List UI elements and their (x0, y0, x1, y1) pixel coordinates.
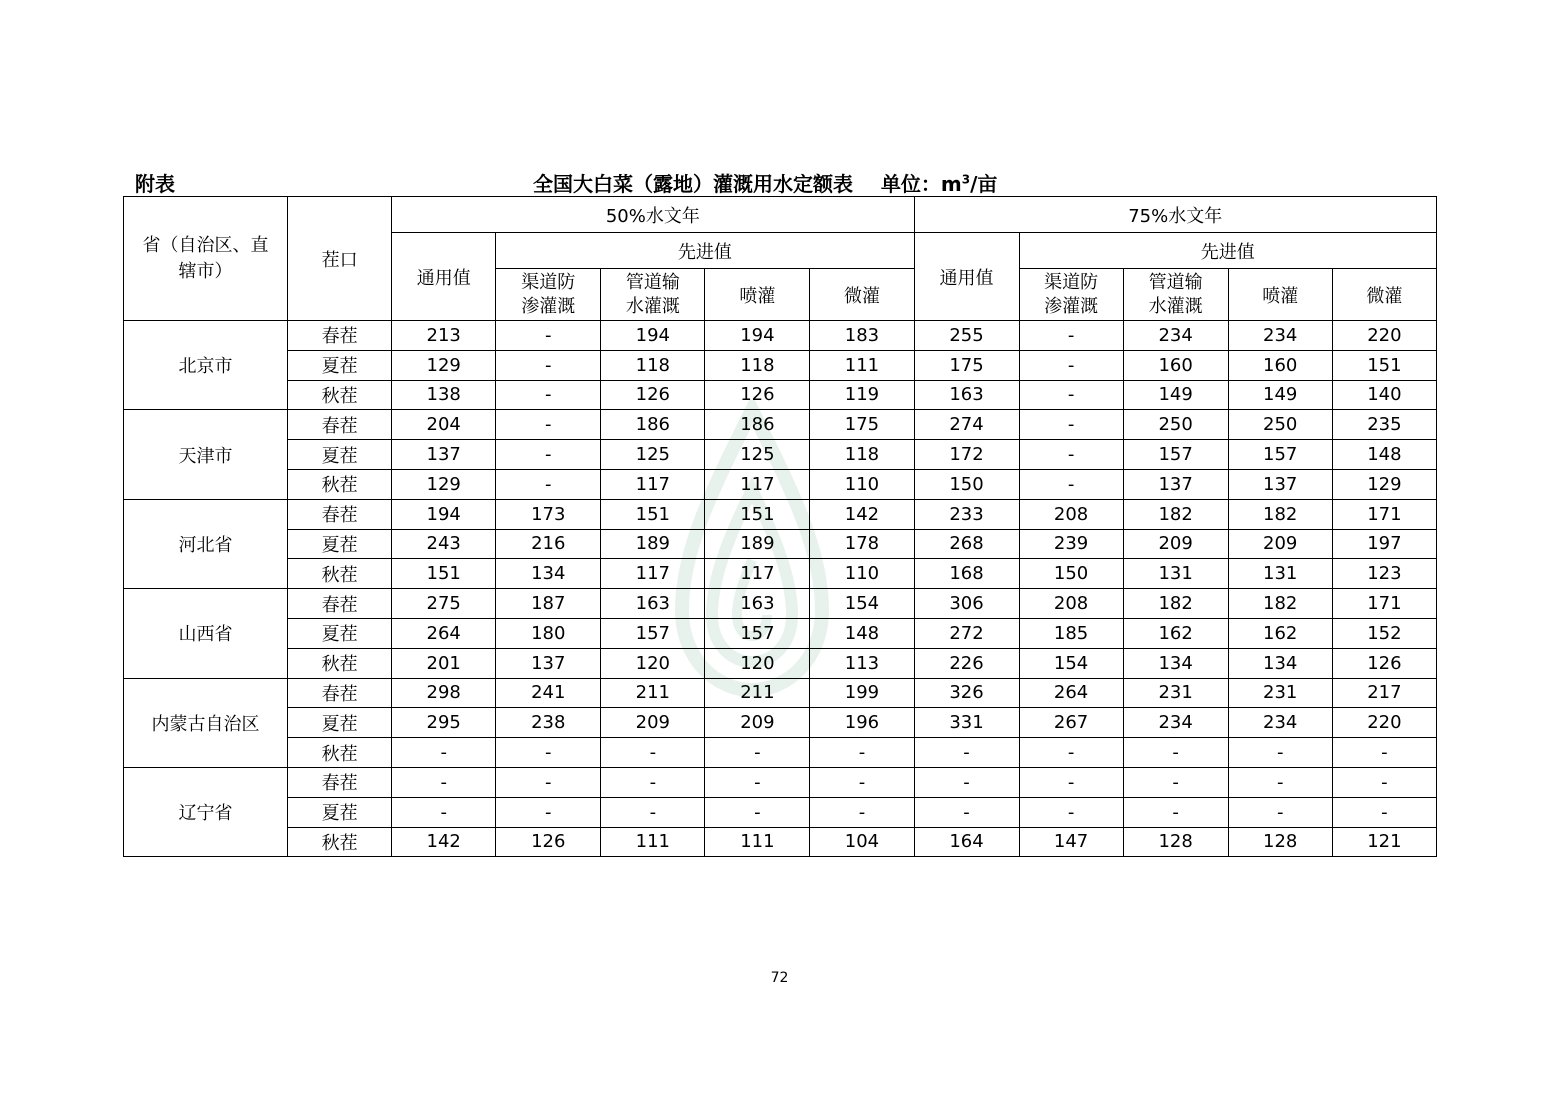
quota-cell: 182 (1123, 589, 1228, 619)
quota-cell: 157 (1123, 440, 1228, 470)
quota-cell: 234 (1123, 321, 1228, 351)
crop-season: 夏茬 (288, 618, 392, 648)
quota-cell: - (392, 797, 496, 827)
quota-cell: 140 (1332, 380, 1436, 410)
table-row (124, 708, 1437, 738)
quota-cell: 125 (601, 440, 705, 470)
quota-cell: 238 (496, 708, 601, 738)
unit-label: 单位：$m^3/$亩 (880, 172, 998, 196)
quota-cell: - (1332, 767, 1436, 797)
quota-cell: 154 (1019, 648, 1123, 678)
quota-cell: 111 (810, 350, 914, 380)
crop-season: 夏茬 (288, 440, 392, 470)
quota-cell: 189 (705, 529, 810, 559)
header-advanced-75: 先进值 (1019, 233, 1436, 269)
quota-cell: 128 (1123, 827, 1228, 857)
quota-cell: - (810, 767, 914, 797)
quota-cell: 157 (705, 618, 810, 648)
quota-cell: - (496, 767, 601, 797)
quota-cell: 160 (1123, 350, 1228, 380)
quota-cell: 208 (1019, 499, 1123, 529)
quota-cell: - (1332, 738, 1436, 768)
quota-cell: 235 (1332, 410, 1436, 440)
quota-cell: 163 (601, 589, 705, 619)
quota-cell: - (1228, 767, 1332, 797)
crop-season: 夏茬 (288, 350, 392, 380)
table-row (124, 738, 1437, 768)
quota-cell: 121 (1332, 827, 1436, 857)
quota-cell: 187 (496, 589, 601, 619)
quota-cell: 151 (1332, 350, 1436, 380)
quota-cell: 182 (1228, 499, 1332, 529)
crop-season: 春茬 (288, 410, 392, 440)
quota-cell: - (496, 321, 601, 351)
quota-cell: 216 (496, 529, 601, 559)
crop-season: 夏茬 (288, 708, 392, 738)
quota-cell: 243 (392, 529, 496, 559)
quota-cell: - (810, 738, 914, 768)
quota-cell: 126 (496, 827, 601, 857)
quota-cell: - (1019, 469, 1123, 499)
quota-cell: 255 (914, 321, 1019, 351)
quota-cell: 234 (1228, 708, 1332, 738)
quota-cell: 111 (601, 827, 705, 857)
header-sprinkler-75: 喷灌 (1228, 269, 1332, 321)
quota-cell: 152 (1332, 618, 1436, 648)
crop-season: 春茬 (288, 499, 392, 529)
table-row (124, 648, 1437, 678)
quota-cell: 142 (392, 827, 496, 857)
quota-cell: 137 (1123, 469, 1228, 499)
quota-cell: - (496, 469, 601, 499)
crop-season: 春茬 (288, 321, 392, 351)
quota-cell: 118 (601, 350, 705, 380)
quota-cell: 211 (705, 678, 810, 708)
quota-cell: 209 (1123, 529, 1228, 559)
quota-cell: 189 (601, 529, 705, 559)
quota-cell: 171 (1332, 589, 1436, 619)
header-channel-75: 渠道防渗灌溉 (1019, 269, 1123, 321)
quota-cell: 250 (1228, 410, 1332, 440)
quota-cell: 204 (392, 410, 496, 440)
quota-cell: 126 (705, 380, 810, 410)
quota-cell: - (1123, 767, 1228, 797)
crop-season: 秋茬 (288, 559, 392, 589)
quota-cell: - (914, 738, 1019, 768)
quota-cell: 213 (392, 321, 496, 351)
quota-cell: 295 (392, 708, 496, 738)
region-name: 山西省 (124, 589, 288, 678)
quota-cell: 120 (601, 648, 705, 678)
quota-cell: 326 (914, 678, 1019, 708)
quota-cell: 137 (496, 648, 601, 678)
region-name: 天津市 (124, 410, 288, 499)
quota-cell: 168 (914, 559, 1019, 589)
crop-season: 春茬 (288, 767, 392, 797)
header-advanced-50: 先进值 (496, 233, 914, 269)
quota-cell: 220 (1332, 708, 1436, 738)
title-text: 全国大白菜（露地）灌溉用水定额表 (533, 172, 853, 196)
quota-cell: 233 (914, 499, 1019, 529)
quota-cell: - (705, 767, 810, 797)
quota-cell: 180 (496, 618, 601, 648)
quota-cell: 118 (705, 350, 810, 380)
quota-cell: 117 (601, 469, 705, 499)
crop-season: 秋茬 (288, 648, 392, 678)
region-name: 内蒙古自治区 (124, 678, 288, 767)
quota-cell: 151 (705, 499, 810, 529)
quota-cell: 175 (914, 350, 1019, 380)
quota-cell: 126 (1332, 648, 1436, 678)
quota-cell: - (601, 767, 705, 797)
quota-cell: - (496, 410, 601, 440)
quota-cell: - (496, 738, 601, 768)
header-micro-75: 微灌 (1332, 269, 1436, 321)
appendix-label: 附表 (135, 172, 175, 196)
quota-cell: 113 (810, 648, 914, 678)
quota-cell: 163 (705, 589, 810, 619)
quota-cell: - (496, 797, 601, 827)
quota-cell: 110 (810, 559, 914, 589)
quota-cell: 234 (1228, 321, 1332, 351)
quota-cell: 111 (705, 827, 810, 857)
quota-cell: 194 (705, 321, 810, 351)
quota-cell: 128 (1228, 827, 1332, 857)
quota-cell: 275 (392, 589, 496, 619)
table-row (124, 321, 1437, 351)
quota-cell: 182 (1123, 499, 1228, 529)
quota-cell: 183 (810, 321, 914, 351)
quota-cell: 120 (705, 648, 810, 678)
quota-cell: 157 (601, 618, 705, 648)
table-row (124, 499, 1437, 529)
quota-cell: 117 (705, 469, 810, 499)
quota-cell: 220 (1332, 321, 1436, 351)
quota-cell: 264 (1019, 678, 1123, 708)
quota-cell: 138 (392, 380, 496, 410)
quota-cell: - (1123, 797, 1228, 827)
quota-cell: 268 (914, 529, 1019, 559)
quota-cell: - (705, 797, 810, 827)
table-row (124, 529, 1437, 559)
quota-cell: 164 (914, 827, 1019, 857)
crop-season: 夏茬 (288, 529, 392, 559)
crop-season: 春茬 (288, 678, 392, 708)
table-row (124, 469, 1437, 499)
quota-cell: 137 (1228, 469, 1332, 499)
quota-cell: 231 (1228, 678, 1332, 708)
table-row (124, 678, 1437, 708)
quota-cell: 149 (1123, 380, 1228, 410)
quota-cell: 272 (914, 618, 1019, 648)
quota-cell: 199 (810, 678, 914, 708)
quota-cell: - (496, 350, 601, 380)
quota-cell: 129 (392, 469, 496, 499)
quota-cell: 117 (601, 559, 705, 589)
crop-season: 秋茬 (288, 738, 392, 768)
header-general-50: 通用值 (392, 233, 496, 321)
quota-cell: 331 (914, 708, 1019, 738)
quota-cell: - (1019, 350, 1123, 380)
quota-cell: - (1019, 321, 1123, 351)
quota-cell: 209 (601, 708, 705, 738)
quota-cell: 137 (392, 440, 496, 470)
quota-cell: 241 (496, 678, 601, 708)
quota-cell: - (705, 738, 810, 768)
header-general-75: 通用值 (914, 233, 1019, 321)
quota-cell: 209 (705, 708, 810, 738)
quota-cell: - (1019, 440, 1123, 470)
quota-cell: - (601, 797, 705, 827)
quota-cell: - (1019, 767, 1123, 797)
table-row (124, 410, 1437, 440)
table-row (124, 440, 1437, 470)
quota-cell: 126 (601, 380, 705, 410)
quota-cell: 104 (810, 827, 914, 857)
quota-cell: 148 (1332, 440, 1436, 470)
quota-cell: 119 (810, 380, 914, 410)
quota-cell: 186 (705, 410, 810, 440)
quota-cell: 194 (392, 499, 496, 529)
quota-cell: 134 (1123, 648, 1228, 678)
quota-cell: - (496, 440, 601, 470)
quota-cell: 172 (914, 440, 1019, 470)
quota-cell: 162 (1228, 618, 1332, 648)
quota-cell: 186 (601, 410, 705, 440)
quota-cell: - (496, 380, 601, 410)
quota-cell: 125 (705, 440, 810, 470)
quota-cell: 239 (1019, 529, 1123, 559)
crop-season: 秋茬 (288, 469, 392, 499)
quota-cell: 208 (1019, 589, 1123, 619)
table-row (124, 797, 1437, 827)
quota-cell: - (1019, 380, 1123, 410)
quota-cell: 134 (1228, 648, 1332, 678)
quota-cell: 123 (1332, 559, 1436, 589)
quota-cell: 231 (1123, 678, 1228, 708)
quota-cell: 134 (496, 559, 601, 589)
quota-cell: 131 (1123, 559, 1228, 589)
quota-cell: - (1123, 738, 1228, 768)
quota-cell: 201 (392, 648, 496, 678)
quota-cell: 250 (1123, 410, 1228, 440)
quota-cell: 151 (392, 559, 496, 589)
table-row (124, 767, 1437, 797)
quota-cell: - (392, 767, 496, 797)
quota-cell: 196 (810, 708, 914, 738)
table-row (124, 618, 1437, 648)
quota-cell: 197 (1332, 529, 1436, 559)
quota-cell: 148 (810, 618, 914, 648)
quota-cell: 131 (1228, 559, 1332, 589)
quota-cell: - (1019, 738, 1123, 768)
header-crop: 茬口 (288, 197, 392, 321)
header-pipe-75: 管道输水灌溉 (1123, 269, 1228, 321)
quota-cell: 162 (1123, 618, 1228, 648)
quota-cell: 110 (810, 469, 914, 499)
table-row (124, 827, 1437, 857)
header-group-50: 50%水文年 (392, 197, 914, 233)
quota-cell: 217 (1332, 678, 1436, 708)
quota-cell: 118 (810, 440, 914, 470)
quota-cell: 306 (914, 589, 1019, 619)
region-name: 北京市 (124, 321, 288, 410)
quota-cell: 194 (601, 321, 705, 351)
crop-season: 秋茬 (288, 827, 392, 857)
header-micro-50: 微灌 (810, 269, 914, 321)
table-row (124, 350, 1437, 380)
quota-cell: 147 (1019, 827, 1123, 857)
quota-cell: 274 (914, 410, 1019, 440)
table-row (124, 589, 1437, 619)
quota-cell: 154 (810, 589, 914, 619)
quota-cell: 150 (914, 469, 1019, 499)
quota-cell: - (1228, 738, 1332, 768)
table-body (124, 321, 1437, 857)
quota-cell: 151 (601, 499, 705, 529)
header-province: 省（自治区、直辖市） (124, 197, 288, 321)
region-name: 河北省 (124, 499, 288, 588)
quota-cell: 182 (1228, 589, 1332, 619)
quota-cell: 129 (1332, 469, 1436, 499)
region-name: 辽宁省 (124, 767, 288, 856)
quota-cell: - (392, 738, 496, 768)
quota-cell: 173 (496, 499, 601, 529)
quota-cell: 160 (1228, 350, 1332, 380)
quota-cell: 163 (914, 380, 1019, 410)
quota-cell: - (914, 767, 1019, 797)
quota-cell: 209 (1228, 529, 1332, 559)
quota-cell: 185 (1019, 618, 1123, 648)
header-group-75: 75%水文年 (914, 197, 1437, 233)
quota-cell: - (1332, 797, 1436, 827)
table-row (124, 559, 1437, 589)
quota-cell: - (601, 738, 705, 768)
header-sprinkler-50: 喷灌 (705, 269, 810, 321)
quota-cell: 150 (1019, 559, 1123, 589)
quota-cell: 264 (392, 618, 496, 648)
crop-season: 秋茬 (288, 380, 392, 410)
quota-cell: 298 (392, 678, 496, 708)
irrigation-quota-table (123, 196, 1437, 857)
quota-cell: 234 (1123, 708, 1228, 738)
quota-cell: 117 (705, 559, 810, 589)
crop-season: 春茬 (288, 589, 392, 619)
quota-cell: 226 (914, 648, 1019, 678)
quota-cell: - (914, 797, 1019, 827)
quota-cell: 267 (1019, 708, 1123, 738)
header-pipe-50: 管道输水灌溉 (601, 269, 705, 321)
quota-cell: 171 (1332, 499, 1436, 529)
quota-cell: - (1019, 797, 1123, 827)
quota-cell: 157 (1228, 440, 1332, 470)
crop-season: 夏茬 (288, 797, 392, 827)
quota-cell: 149 (1228, 380, 1332, 410)
quota-cell: 142 (810, 499, 914, 529)
quota-cell: 129 (392, 350, 496, 380)
quota-cell: 178 (810, 529, 914, 559)
quota-cell: - (810, 797, 914, 827)
quota-cell: - (1228, 797, 1332, 827)
table-title (533, 168, 997, 197)
header-channel-50: 渠道防渗灌溉 (496, 269, 601, 321)
page-number: 72 (770, 970, 789, 986)
title-row (123, 168, 1436, 196)
quota-cell: 211 (601, 678, 705, 708)
quota-cell: - (1019, 410, 1123, 440)
quota-cell: 175 (810, 410, 914, 440)
table-row (124, 380, 1437, 410)
